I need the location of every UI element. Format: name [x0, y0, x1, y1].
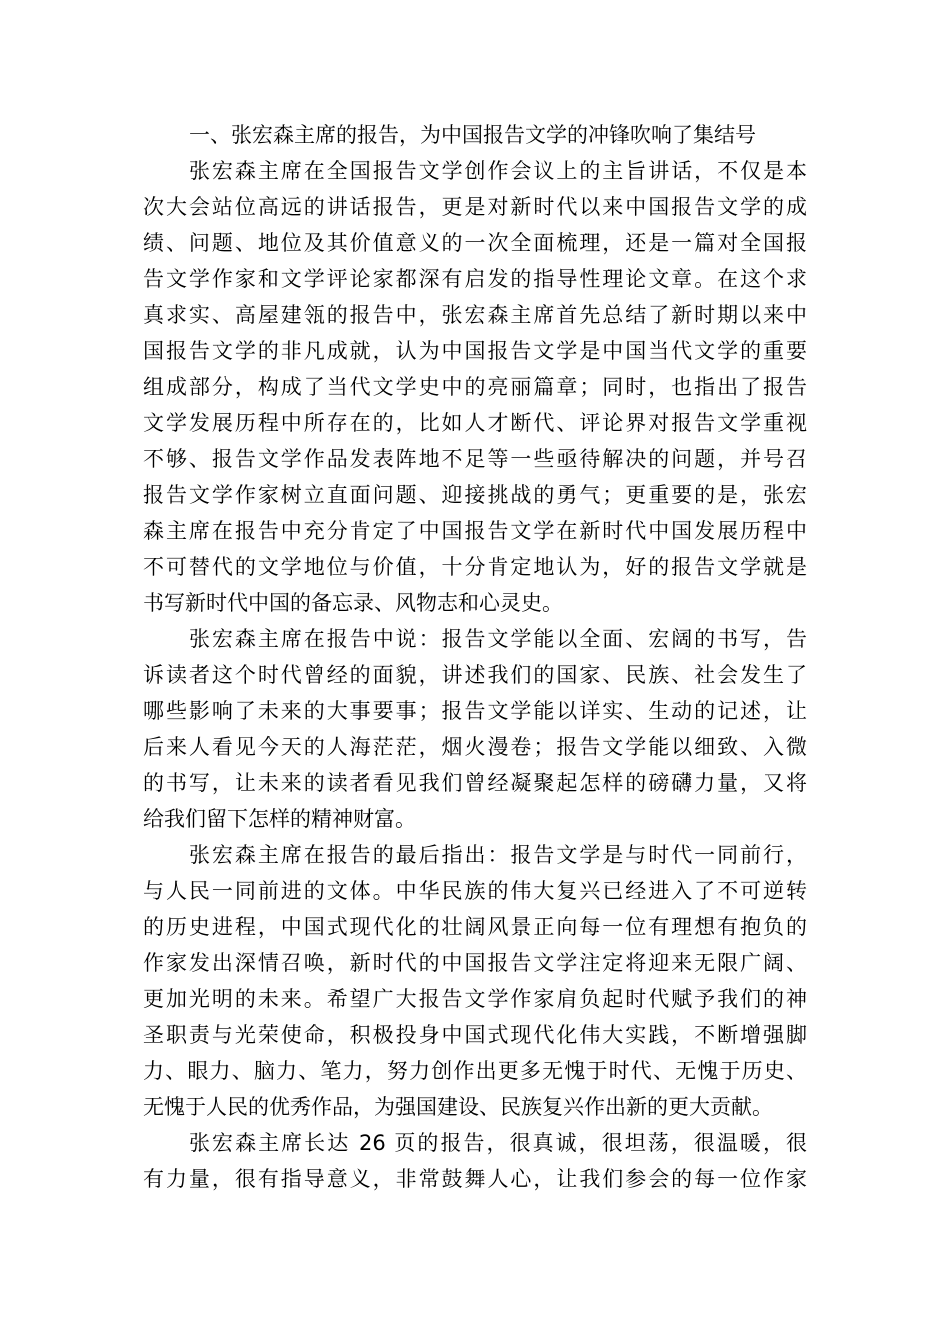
paragraph-line: 张宏森主席在全国报告文学创作会议上的主旨讲话，不仅是本 — [189, 159, 807, 183]
paragraph-line: 诉读者这个时代曾经的面貌，讲述我们的国家、民族、社会发生了 — [143, 663, 807, 687]
document-body — [143, 117, 807, 1197]
paragraph — [143, 621, 807, 837]
paragraph-line: 作家发出深情召唤，新时代的中国报告文学注定将迎来无限广阔、 — [143, 951, 807, 975]
paragraph-line: 不可替代的文学地位与价值，十分肯定地认为，好的报告文学就是 — [143, 555, 807, 579]
paragraph-line: 书写新时代中国的备忘录、风物志和心灵史。 — [143, 591, 563, 615]
section-heading: 一、张宏森主席的报告，为中国报告文学的冲锋吹响了集结号 — [189, 123, 756, 147]
paragraph-line: 张宏森主席在报告的最后指出：报告文学是与时代一同前行， — [189, 843, 807, 867]
paragraph-line: 真求实、高屋建瓴的报告中，张宏森主席首先总结了新时期以来中 — [143, 303, 807, 327]
paragraph-line: 更加光明的未来。希望广大报告文学作家肩负起时代赋予我们的神 — [143, 987, 807, 1011]
paragraph-line: 有力量，很有指导意义，非常鼓舞人心，让我们参会的每一位作家 — [143, 1167, 807, 1191]
paragraph-line: 森主席在报告中充分肯定了中国报告文学在新时代中国发展历程中 — [143, 519, 807, 543]
paragraph-line: 国报告文学的非凡成就，认为中国报告文学是中国当代文学的重要 — [143, 339, 807, 363]
paragraph-line: 的书写，让未来的读者看见我们曾经凝聚起怎样的磅礴力量，又将 — [143, 771, 807, 795]
paragraph-line: 不够、报告文学作品发表阵地不足等一些亟待解决的问题，并号召 — [143, 447, 807, 471]
paragraph-line: 无愧于人民的优秀作品，为强国建设、民族复兴作出新的更大贡献。 — [143, 1095, 773, 1119]
paragraph-line: 力、眼力、脑力、笔力，努力创作出更多无愧于时代、无愧于历史、 — [143, 1059, 807, 1083]
paragraph — [143, 1125, 807, 1197]
paragraph-line: 绩、问题、地位及其价值意义的一次全面梳理，还是一篇对全国报 — [143, 231, 807, 255]
paragraph-line: 圣职责与光荣使命，积极投身中国式现代化伟大实践，不断增强脚 — [143, 1023, 807, 1047]
paragraph-line: 次大会站位高远的讲话报告，更是对新时代以来中国报告文学的成 — [143, 195, 807, 219]
paragraph — [143, 837, 807, 1125]
paragraph-line: 组成部分，构成了当代文学史中的亮丽篇章；同时，也指出了报告 — [143, 375, 807, 399]
paragraph-line: 告文学作家和文学评论家都深有启发的指导性理论文章。在这个求 — [143, 267, 807, 291]
paragraph-line: 报告文学作家树立直面问题、迎接挑战的勇气；更重要的是，张宏 — [143, 483, 807, 507]
paragraph-list — [143, 153, 807, 1197]
paragraph — [143, 153, 807, 621]
paragraph-line: 的历史进程，中国式现代化的壮阔风景正向每一位有理想有抱负的 — [143, 915, 807, 939]
paragraph-line: 张宏森主席长达 26 页的报告，很真诚，很坦荡，很温暖，很 — [189, 1131, 807, 1155]
paragraph-line: 文学发展历程中所存在的，比如人才断代、评论界对报告文学重视 — [143, 411, 807, 435]
paragraph-line: 与人民一同前进的文体。中华民族的伟大复兴已经进入了不可逆转 — [143, 879, 807, 903]
paragraph-line: 给我们留下怎样的精神财富。 — [143, 807, 416, 831]
paragraph-line: 张宏森主席在报告中说：报告文学能以全面、宏阔的书写，告 — [189, 627, 807, 651]
paragraph-line: 后来人看见今天的人海茫茫，烟火漫卷；报告文学能以细致、入微 — [143, 735, 807, 759]
paragraph-line: 哪些影响了未来的大事要事；报告文学能以详实、生动的记述，让 — [143, 699, 807, 723]
